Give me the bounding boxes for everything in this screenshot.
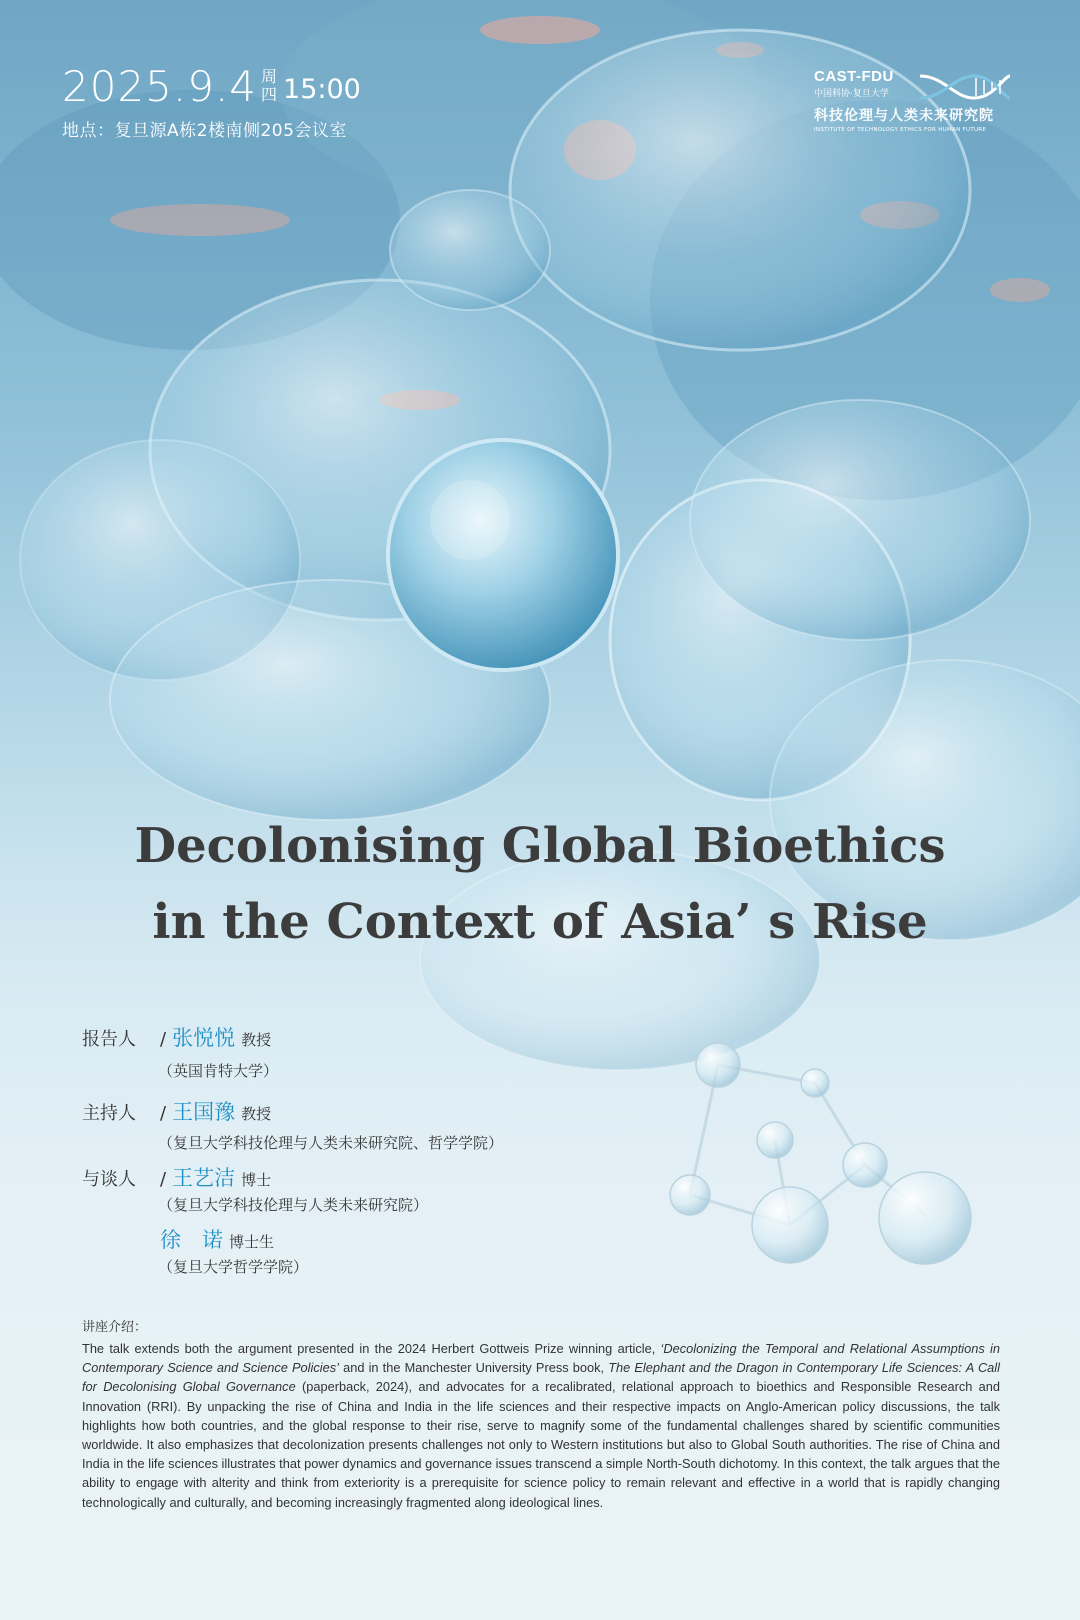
intro-text-e: (paperback, 2024), and advocates for a recalibrated, relational approach to bioethics and Responsible Research and Innovation (RRI). By unpacking the rise of China and India in the life sciences and their respective impacts on Anglo-American policy discussions, the talk highlights how both countries, and the global response to their rise, serve to magnify some of the fundamental challenges shared by scientific communities worldwide. It also emphasizes that decolonization presents challenges not only to Western institutions but also to Global South authorities. The rise of China and India in the life sciences illustrates that power dynamics and governance issues transcend a simple North-South dichotomy. In this context, the talk argues that the ability to engage with alterity and think from exteriority is a prerequisite for science policy to remain relevant and effective in a world that is rapidly changing technologically and culturally, and becoming increasingly fragmented along ideological lines. — [82, 1379, 1000, 1510]
host-name: 王国豫 — [172, 1100, 236, 1124]
discussant2-affiliation: （复旦大学哲学学院） — [158, 1258, 309, 1276]
intro-book-title: The Elephant and the Dragon in Contemporary Life Sciences: A Call for Decolonising Global Governance — [82, 1360, 1000, 1395]
logo-org-cn: 中国科协·复旦大学 — [814, 89, 889, 99]
discussant2-row — [154, 1224, 274, 1254]
lecture-title-line2: in the Context of Asia’ s Rise — [152, 894, 928, 950]
discussant1-affiliation: （复旦大学科技伦理与人类未来研究院） — [158, 1196, 429, 1214]
intro-paragraph — [82, 1339, 1000, 1512]
institute-logo — [814, 68, 1014, 133]
host-affiliation: （复旦大学科技伦理与人类未来研究院、哲学学院） — [158, 1134, 504, 1152]
host-role: 主持人 — [82, 1103, 136, 1124]
intro-heading: 讲座介绍： — [82, 1320, 148, 1335]
intro-article-title: ‘Decolonizing the Temporal and Relational Assumptions in Contemporary Science and Science Policies’ — [82, 1341, 1000, 1376]
discussant1-title: 博士 — [241, 1171, 272, 1189]
event-date: 2025.9.4 — [62, 62, 258, 111]
discussant2-name: 徐 诺 — [160, 1228, 223, 1252]
discussant1-row — [82, 1162, 271, 1192]
speaker-role: 报告人 — [82, 1029, 136, 1050]
logo-institute-en: INSTITUTE OF TECHNOLOGY ETHICS FOR HUMAN FUTURE — [814, 127, 987, 133]
event-weekday: 周四 — [261, 67, 278, 104]
speaker-title: 教授 — [241, 1031, 272, 1049]
lecture-title — [0, 808, 1080, 960]
speaker-affiliation: （英国肯特大学） — [158, 1062, 279, 1080]
event-datetime — [62, 62, 361, 112]
logo-org: CAST-FDU — [814, 68, 894, 85]
speaker-name: 张悦悦 — [172, 1026, 236, 1050]
dna-swoosh-icon — [914, 68, 1014, 106]
event-time: 15:00 — [283, 74, 361, 105]
discussant1-name: 王艺洁 — [172, 1166, 236, 1190]
lecture-title-line1: Decolonising Global Bioethics — [134, 818, 946, 874]
host-slash: / — [160, 1103, 167, 1124]
discussant2-title: 博士生 — [229, 1233, 275, 1251]
host-row — [82, 1096, 271, 1126]
intro-text-a: The talk extends both the argument presented in the 2024 Herbert Gottweis Prize winning article, — [82, 1341, 661, 1356]
event-location: 地点：复旦源A栋2楼南侧205会议室 — [62, 121, 347, 141]
intro-text-c: and in the Manchester University Press book, — [338, 1360, 609, 1376]
host-title: 教授 — [241, 1105, 272, 1123]
discussant1-slash: / — [160, 1169, 167, 1190]
discussant1-role: 与谈人 — [82, 1169, 136, 1190]
speaker-row — [82, 1022, 271, 1052]
lecture-introduction — [82, 1316, 1000, 1512]
speaker-slash: / — [160, 1029, 167, 1050]
logo-institute-cn: 科技伦理与人类未来研究院 — [814, 108, 994, 124]
